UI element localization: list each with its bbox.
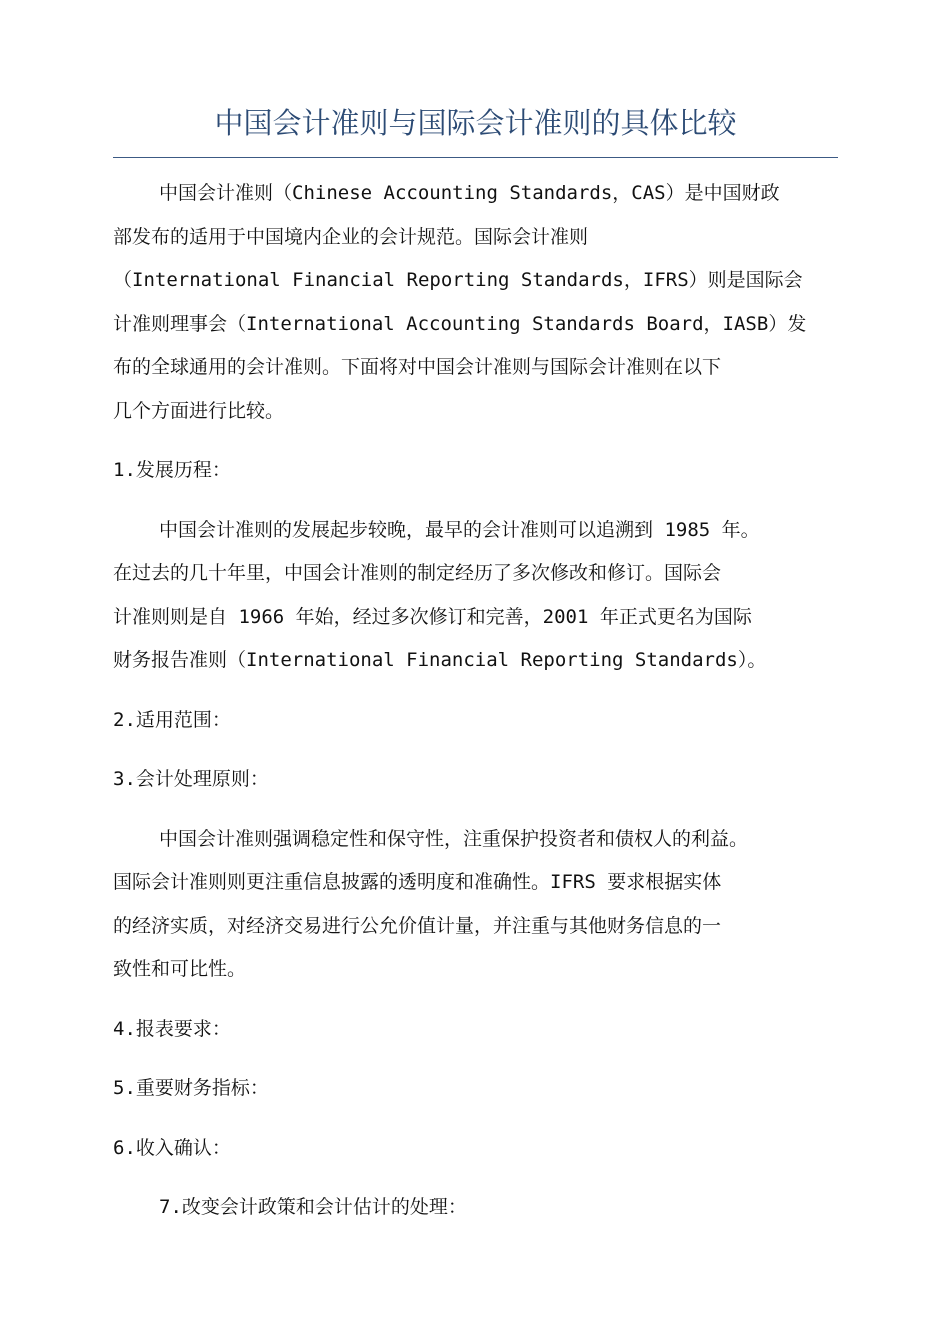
section-heading-scope: 2.适用范围： bbox=[113, 708, 231, 731]
paragraph-line: 部发布的适用于中国境内企业的会计规范。国际会计准则 bbox=[113, 225, 589, 248]
paragraph-line: 中国会计准则的发展起步较晚，最早的会计准则可以追溯到 1985 年。 bbox=[159, 518, 760, 541]
paragraph-line: 致性和可比性。 bbox=[113, 958, 247, 980]
paragraph-line: 在过去的几十年里，中国会计准则的制定经历了多次修改和修订。国际会 bbox=[113, 562, 722, 584]
intro-paragraph bbox=[113, 172, 853, 433]
principles-paragraph bbox=[113, 818, 853, 992]
paragraph-line: 中国会计准则（Chinese Accounting Standards，CAS）是中国财政 bbox=[159, 182, 780, 204]
paragraph-line: 的经济实质，对经济交易进行公允价值计量，并注重与其他财务信息的一 bbox=[113, 914, 722, 937]
paragraph-line: 财务报告准则（International Financial Reporting Standards）。 bbox=[113, 649, 767, 671]
section-heading-indicators: 5.重要财务指标： bbox=[113, 1077, 269, 1099]
paragraph-line: 计准则则是自 1966 年始，经过多次修订和完善，2001 年正式更名为国际 bbox=[113, 605, 752, 628]
paragraph-line: 布的全球通用的会计准则。下面将对中国会计准则与国际会计准则在以下 bbox=[113, 356, 722, 378]
section-heading-reporting: 4.报表要求： bbox=[113, 1017, 231, 1040]
development-paragraph bbox=[113, 509, 853, 683]
section-heading-principles: 3.会计处理原则： bbox=[113, 768, 269, 790]
paragraph-line: 中国会计准则强调稳定性和保守性，注重保护投资者和债权人的利益。 bbox=[159, 827, 749, 850]
section-heading-revenue: 6.收入确认： bbox=[113, 1136, 231, 1159]
section-heading-policy-changes: 7.改变会计政策和会计估计的处理： bbox=[159, 1196, 467, 1218]
document-body bbox=[113, 172, 853, 1246]
section-heading-development: 1.发展历程： bbox=[113, 459, 231, 481]
paragraph-line: 计准则理事会（International Accounting Standards Board，IASB）发 bbox=[113, 312, 807, 335]
paragraph-line: （International Financial Reporting Standards，IFRS）则是国际会 bbox=[113, 269, 803, 291]
paragraph-line: 几个方面进行比较。 bbox=[113, 399, 285, 422]
page-title: 中国会计准则与国际会计准则的具体比较 bbox=[214, 106, 737, 140]
title-divider bbox=[113, 157, 838, 158]
paragraph-line: 国际会计准则则更注重信息披露的透明度和准确性。IFRS 要求根据实体 bbox=[113, 871, 722, 893]
